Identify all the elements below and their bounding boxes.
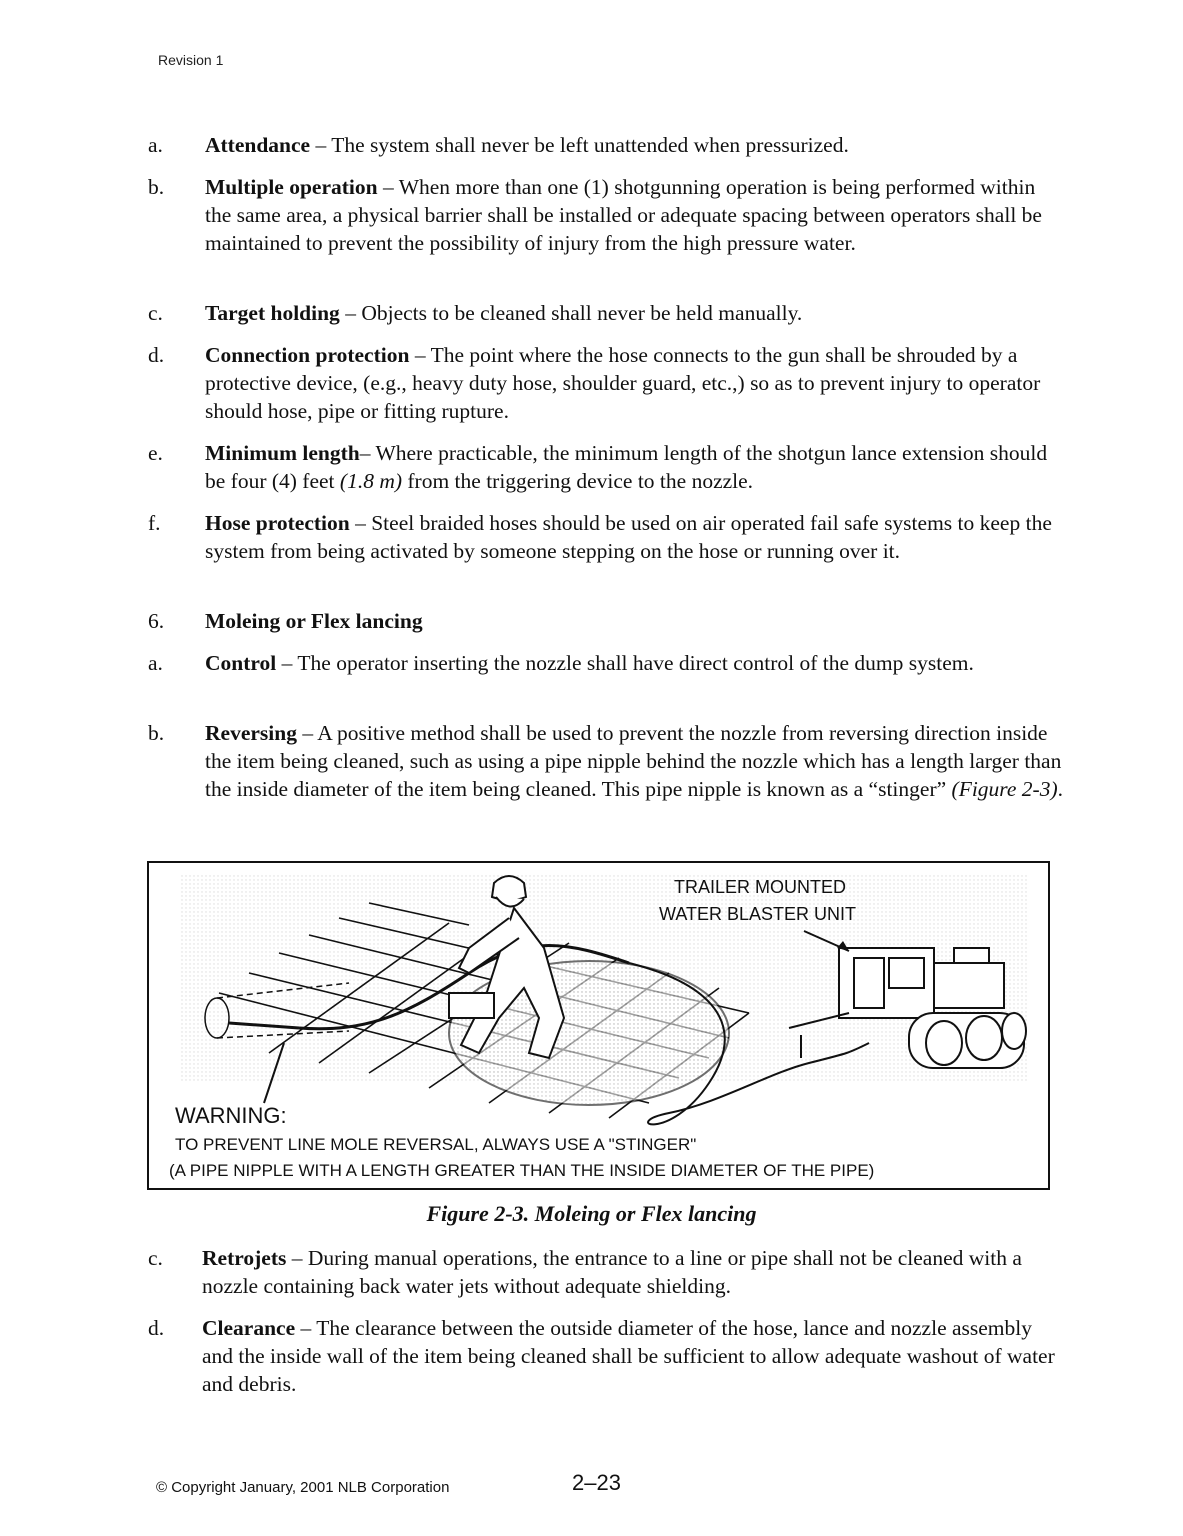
item-term: Multiple operation: [205, 175, 378, 199]
item-term: Retrojets: [202, 1246, 287, 1270]
item-term: Clearance: [202, 1316, 296, 1340]
list-item-reversing: [148, 719, 1063, 803]
page-number: 2–23: [572, 1470, 621, 1495]
item-marker: a.: [148, 133, 163, 157]
figure-label-unit-line1: TRAILER MOUNTED: [674, 877, 847, 897]
section-title: Moleing or Flex lancing: [205, 609, 423, 633]
warning-line-1: TO PREVENT LINE MOLE REVERSAL, ALWAYS USE A "STINGER": [175, 1135, 697, 1154]
item-text: – The system shall never be left unattended when pressurized.: [310, 133, 849, 157]
section-heading-6: [148, 607, 1063, 635]
item-term: Target holding: [205, 301, 340, 325]
list-item-minimum-length: [148, 439, 1063, 495]
item-text: – Where practicable, the minimum length of the shotgun lance extension should be four (4) feet: [205, 441, 1048, 493]
item-term: Control: [205, 651, 277, 675]
item-term: Attendance: [205, 133, 311, 157]
item-text: – When more than one (1) shotgunning operation is being performed within the same area, a physical barrier shall be installed or adequate spacing between operators shall be maintained to prevent the possibility of injury from the high pressure water.: [205, 175, 1042, 255]
item-text: – During manual operations, the entrance to a line or pipe shall not be cleaned with a nozzle containing back water jets without adequate shielding.: [202, 1246, 1022, 1298]
item-text: – Steel braided hoses should be used on air operated fail safe systems to keep the system from being activated by someone stepping on the hose or running over it.: [205, 511, 1052, 563]
item-term: Minimum length: [205, 441, 360, 465]
item-term: Connection protection: [205, 343, 410, 367]
figure-moleing-illustration: [147, 861, 1050, 1190]
list-item-hose-protection: [148, 509, 1063, 565]
item-marker: c.: [148, 1246, 163, 1270]
item-text: – Objects to be cleaned shall never be held manually.: [339, 301, 803, 325]
list-item-clearance: [148, 1314, 1063, 1398]
item-marker: b.: [148, 175, 165, 199]
item-text: – A positive method shall be used to prevent the nozzle from reversing direction inside the item being cleaned, such as using a pipe nipple behind the nozzle which has a length larger than the inside diameter of the item being cleaned. This pipe nipple is known as a “stinger”: [205, 721, 1062, 801]
item-marker: d.: [148, 343, 165, 367]
item-term: Reversing: [205, 721, 297, 745]
figure-caption: Figure 2-3. Moleing or Flex lancing: [426, 1201, 757, 1226]
item-term: Hose protection: [205, 511, 350, 535]
item-marker: b.: [148, 721, 165, 745]
list-item-multiple-operation: [148, 173, 1063, 257]
warning-title: WARNING:: [175, 1103, 287, 1128]
item-marker: c.: [148, 301, 163, 325]
item-marker: e.: [148, 441, 163, 465]
item-text: – The clearance between the outside diameter of the hose, lance and nozzle assembly and the inside wall of the item being cleaned shall be sufficient to allow adequate washout of water and debris.: [202, 1316, 1055, 1396]
footer-copyright: © Copyright January, 2001 NLB Corporation: [156, 1479, 450, 1496]
figure-reference: (Figure 2-3): [951, 777, 1058, 801]
item-marker: d.: [148, 1316, 165, 1340]
list-item-control: [148, 649, 1063, 677]
list-item-retrojets: [148, 1244, 1063, 1300]
item-marker: f.: [148, 511, 161, 535]
section-number: 6.: [148, 609, 165, 633]
figure-label-unit-line2: WATER BLASTER UNIT: [659, 904, 857, 924]
item-text-metric: (1.8 m): [339, 469, 403, 493]
item-text: – The point where the hose connects to the gun shall be shrouded by a protective device, (e.g., heavy duty hose, shoulder guard, etc.,) so as to prevent injury to operator should hose, pipe or fitting rupture.: [205, 343, 1041, 423]
warning-line-2: (A PIPE NIPPLE WITH A LENGTH GREATER THAN THE INSIDE DIAMETER OF THE PIPE): [169, 1161, 875, 1180]
list-item-connection-protection: [148, 341, 1063, 425]
item-text-end: .: [1057, 777, 1063, 801]
item-text: – The operator inserting the nozzle shall have direct control of the dump system.: [276, 651, 974, 675]
revision-label: Revision 1: [158, 52, 224, 68]
item-marker: a.: [148, 651, 163, 675]
item-text-end: from the triggering device to the nozzle.: [402, 469, 754, 493]
list-item-target-holding: [148, 299, 1063, 327]
list-item-attendance: [148, 131, 1063, 159]
